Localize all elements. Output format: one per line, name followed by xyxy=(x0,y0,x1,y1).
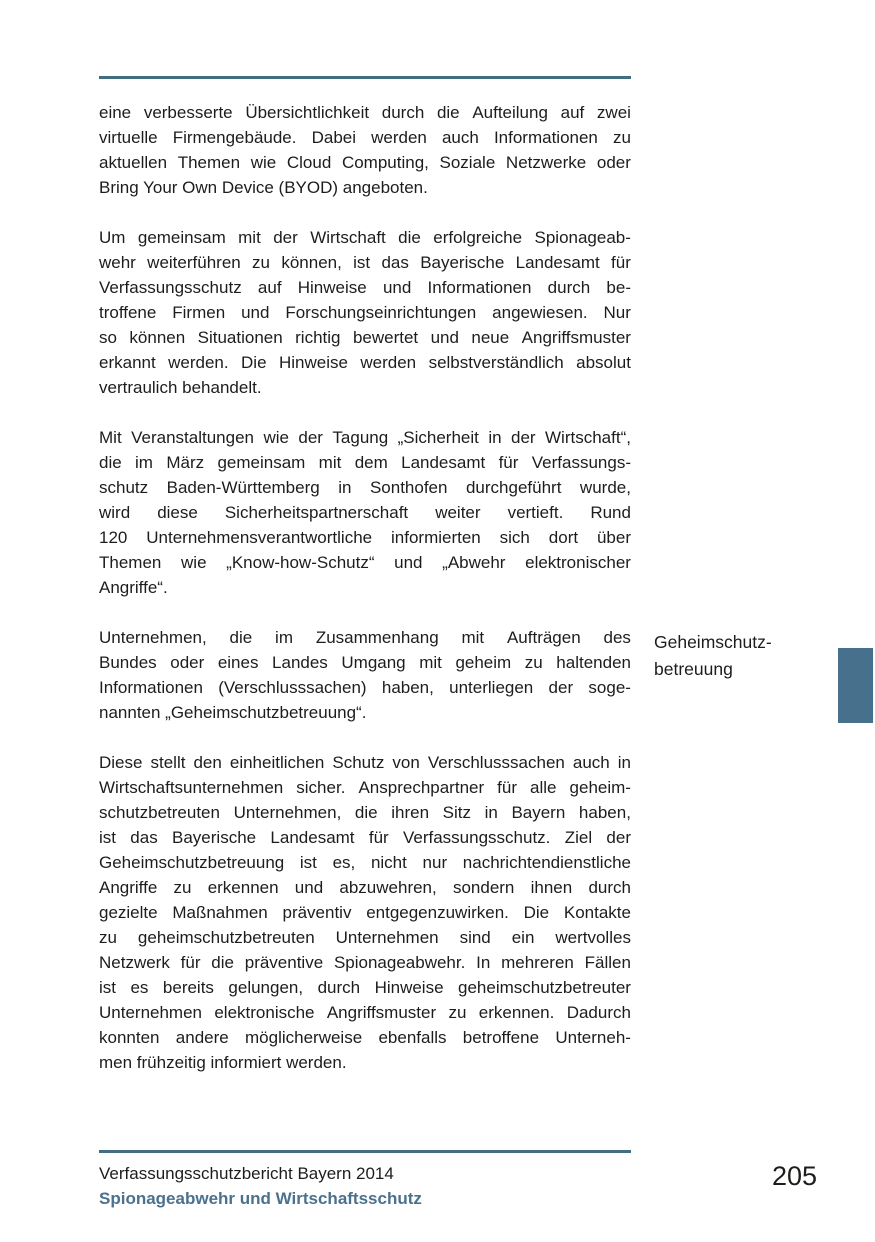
text-line: Mit Veranstaltungen wie der Tagung „Sicherheit in der Wirtschaft“, xyxy=(99,428,631,447)
text-line: Verfassungsschutz auf Hinweise und Informationen durch be- xyxy=(99,278,631,297)
footer-report-title: Verfassungsschutzbericht Bayern 2014 xyxy=(99,1164,394,1183)
margin-note xyxy=(654,629,814,683)
text-line: so können Situationen richtig bewertet und neue Angriffsmuster xyxy=(99,328,631,347)
text-line: virtuelle Firmengebäude. Dabei werden auch Informationen zu xyxy=(99,128,631,147)
text-line: wird diese Sicherheitspartnerschaft weiter vertieft. Rund xyxy=(99,503,631,522)
margin-note-line: betreuung xyxy=(654,659,733,679)
margin-note-line: Geheimschutz- xyxy=(654,632,772,652)
top-rule xyxy=(99,76,631,79)
chapter-thumb-tab xyxy=(838,648,873,723)
text-line: Unternehmen, die im Zusammenhang mit Aufträgen des xyxy=(99,628,631,647)
text-line: men frühzeitig informiert werden. xyxy=(99,1053,347,1072)
text-line: zu geheimschutzbetreuten Unternehmen sind ein wertvolles xyxy=(99,928,631,947)
text-line: Angriffe“. xyxy=(99,578,168,597)
text-line: eine verbesserte Übersichtlichkeit durch die Aufteilung auf zwei xyxy=(99,103,631,122)
text-line: troffene Firmen und Forschungseinrichtungen angewiesen. Nur xyxy=(99,303,631,322)
text-line: Wirtschaftsunternehmen sicher. Ansprechpartner für alle geheim- xyxy=(99,778,631,797)
footer-chapter-title: Spionageabwehr und Wirtschaftsschutz xyxy=(99,1189,422,1208)
text-line: schutz Baden-Württemberg in Sonthofen durchgeführt wurde, xyxy=(99,478,631,497)
text-line: die im März gemeinsam mit dem Landesamt für Verfassungs- xyxy=(99,453,631,472)
text-line: ist das Bayerische Landesamt für Verfassungsschutz. Ziel der xyxy=(99,828,631,847)
text-line: schutzbetreuten Unternehmen, die ihren Sitz in Bayern haben, xyxy=(99,803,631,822)
paragraph xyxy=(99,750,631,1075)
text-line: Angriffe zu erkennen und abzuwehren, sondern ihnen durch xyxy=(99,878,631,897)
footer-rule xyxy=(99,1150,631,1153)
text-line: Unternehmen elektronische Angriffsmuster zu erkennen. Dadurch xyxy=(99,1003,631,1022)
text-line: Bundes oder eines Landes Umgang mit geheim zu haltenden xyxy=(99,653,631,672)
text-line: 120 Unternehmensverantwortliche informierten sich dort über xyxy=(99,528,631,547)
text-line: nannten „Geheimschutzbetreuung“. xyxy=(99,703,367,722)
paragraph xyxy=(99,100,631,200)
text-line: konnten andere möglicherweise ebenfalls betroffene Unterneh- xyxy=(99,1028,631,1047)
page-number: 205 xyxy=(772,1161,818,1191)
text-line: Diese stellt den einheitlichen Schutz von Verschlusssachen auch in xyxy=(99,753,631,772)
text-line: Um gemeinsam mit der Wirtschaft die erfolgreiche Spionageab- xyxy=(99,228,631,247)
text-line: gezielte Maßnahmen präventiv entgegenzuwirken. Die Kontakte xyxy=(99,903,631,922)
text-line: vertraulich behandelt. xyxy=(99,378,262,397)
paragraph xyxy=(99,225,631,400)
text-line: ist es bereits gelungen, durch Hinweise geheimschutzbetreuter xyxy=(99,978,631,997)
paragraph xyxy=(99,425,631,600)
text-line: Bring Your Own Device (BYOD) angeboten. xyxy=(99,178,428,197)
text-line: erkannt werden. Die Hinweise werden selbstverständlich absolut xyxy=(99,353,631,372)
text-line: Geheimschutzbetreuung ist es, nicht nur nachrichtendienstliche xyxy=(99,853,631,872)
text-line: wehr weiterführen zu können, ist das Bayerische Landesamt für xyxy=(99,253,631,272)
text-line: aktuellen Themen wie Cloud Computing, Soziale Netzwerke oder xyxy=(99,153,631,172)
text-line: Netzwerk für die präventive Spionageabwehr. In mehreren Fällen xyxy=(99,953,631,972)
paragraph xyxy=(99,625,631,725)
text-line: Themen wie „Know-how-Schutz“ und „Abwehr elektronischer xyxy=(99,553,631,572)
text-line: Informationen (Verschlusssachen) haben, unterliegen der soge- xyxy=(99,678,631,697)
body-text xyxy=(99,100,631,1075)
